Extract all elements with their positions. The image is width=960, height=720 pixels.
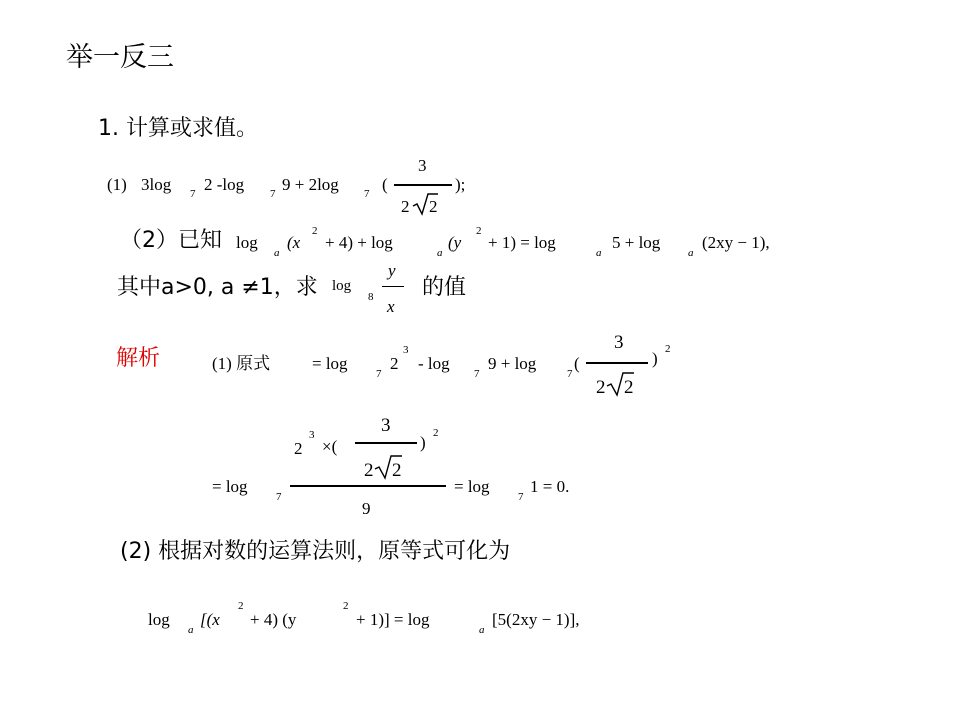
- p2-frac-den: x: [387, 297, 395, 316]
- p1-close: );: [455, 175, 466, 194]
- p2-log8: log: [332, 278, 352, 294]
- s2-top-base: 2: [294, 439, 303, 458]
- s2-eq: = log: [212, 477, 248, 496]
- s1-base-3: 7: [567, 368, 573, 380]
- p1-term-2: 9 + 2log: [282, 175, 339, 194]
- p2-term-2: + 4) + log: [325, 233, 393, 252]
- s2-inner-den-b: 2: [392, 460, 402, 481]
- s1-base-2: 7: [474, 368, 480, 380]
- s1-base-1: 7: [376, 368, 382, 380]
- p2-base-4: a: [688, 247, 694, 259]
- p2-base-2: a: [437, 247, 443, 259]
- s1-frac-den-a: 2: [596, 377, 606, 398]
- s1-square: 2: [665, 343, 671, 355]
- s3-log-1: log: [148, 610, 170, 629]
- s2-square: 2: [433, 427, 439, 439]
- s2-result-eq: = log: [454, 477, 490, 496]
- s3-term-1: [(x: [200, 610, 220, 629]
- p2-tail: 的值: [422, 275, 467, 300]
- solution-part-2-text: (2) 根据对数的运算法则，原等式可化为: [120, 539, 511, 564]
- s3-term-4: [5(2xy − 1)],: [492, 610, 580, 629]
- p2-base-1: a: [274, 247, 280, 259]
- s2-inner-num: 3: [381, 415, 391, 436]
- p2-exp-2: 2: [476, 225, 482, 237]
- s2-base: 7: [276, 491, 282, 503]
- p1-frac-bar: [394, 184, 452, 186]
- p2-log-1: log: [236, 233, 258, 252]
- p2-base-8: 8: [368, 291, 374, 303]
- p2-term-4: + 1) = log: [488, 233, 556, 252]
- p1-open-paren: (: [382, 175, 388, 194]
- s3-term-3: + 1)] = log: [356, 610, 430, 629]
- p2-term-6: (2xy − 1),: [702, 233, 770, 252]
- question-heading: 1. 计算或求值。: [98, 116, 258, 141]
- s2-inner-bar: [355, 442, 417, 444]
- p2-base-3: a: [596, 247, 602, 259]
- p2-label: （2）已知: [120, 228, 222, 253]
- s3-term-2: + 4) (y: [250, 610, 297, 629]
- s1-pow-base: 2: [390, 354, 399, 373]
- p1-term-1: 2 -log: [204, 175, 245, 194]
- p1-label: (1): [107, 175, 127, 194]
- s1-frac-den-b: 2: [624, 377, 634, 398]
- p1-frac-den-b: 2: [429, 197, 438, 216]
- s2-result-base: 7: [518, 491, 524, 503]
- p2-condition: 其中a>0, a ≠1，求: [117, 275, 318, 300]
- slide-title: 举一反三: [66, 42, 174, 73]
- s1-open: (: [574, 354, 580, 373]
- s2-denom: 9: [362, 499, 371, 518]
- s2-inner-den-a: 2: [364, 460, 374, 481]
- s1-close: ): [652, 349, 658, 368]
- p2-term-5: 5 + log: [612, 233, 661, 252]
- s3-base-1: a: [188, 624, 194, 636]
- p2-exp-1: 2: [312, 225, 318, 237]
- s1-frac-bar: [586, 362, 648, 364]
- s1-eq: = log: [312, 354, 348, 373]
- s1-pow-exp: 3: [403, 344, 409, 356]
- s1-prefix: (1) 原式: [212, 354, 271, 373]
- p1-frac-num: 3: [418, 156, 427, 175]
- p1-base-2: 7: [270, 188, 276, 200]
- s3-exp-2: 2: [343, 600, 349, 612]
- p2-term-1: (x: [287, 233, 301, 252]
- p2-frac-bar: [382, 286, 404, 287]
- s2-main-bar: [290, 485, 446, 487]
- s1-term-1: - log: [418, 354, 450, 373]
- p1-base-1: 7: [190, 188, 196, 200]
- solution-label: 解析: [116, 346, 161, 371]
- p1-frac-den-a: 2: [401, 197, 410, 216]
- s1-frac-num: 3: [614, 332, 624, 353]
- s3-base-2: a: [479, 624, 485, 636]
- s2-top-exp: 3: [309, 429, 315, 441]
- s2-result: 1 = 0.: [530, 477, 570, 496]
- p1-expr-main: 3log: [141, 175, 172, 194]
- s1-term-2: 9 + log: [488, 354, 537, 373]
- p2-frac-num: y: [388, 261, 396, 280]
- p1-base-3: 7: [364, 188, 370, 200]
- s3-exp-1: 2: [238, 600, 244, 612]
- s2-times: ×(: [322, 437, 338, 456]
- s2-close: ): [420, 433, 426, 452]
- p2-term-3: (y: [448, 233, 462, 252]
